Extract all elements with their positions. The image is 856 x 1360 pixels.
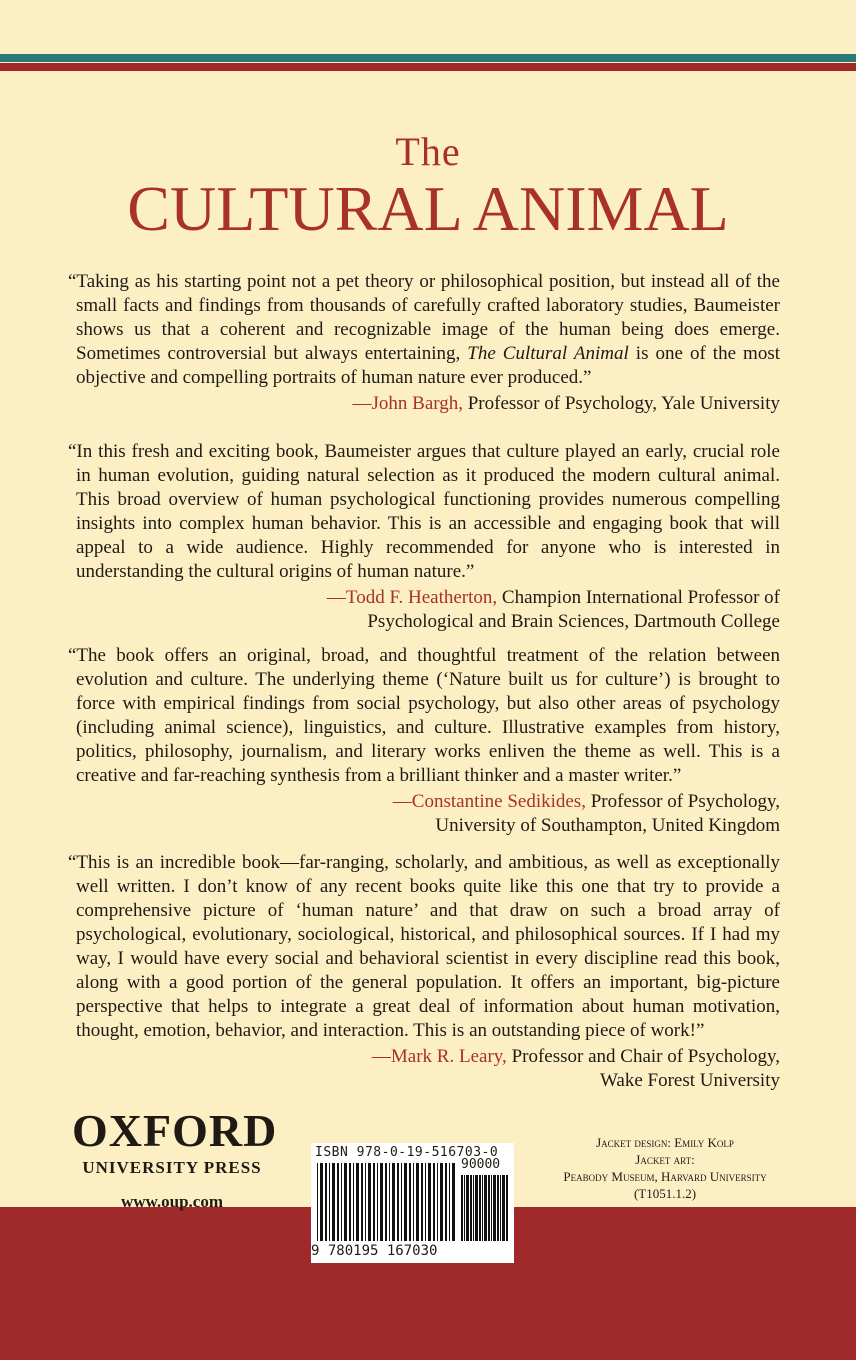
author-name: —Constantine Sedikides, xyxy=(392,791,586,812)
quote-block-2 xyxy=(68,440,780,634)
author-name: —Todd F. Heatherton, xyxy=(326,587,498,608)
quote-attribution xyxy=(76,1045,780,1093)
top-teal-stripe xyxy=(0,54,856,62)
barcode-addon-number: 90000 xyxy=(461,1157,501,1172)
author-affiliation-line2: Wake Forest University xyxy=(600,1070,780,1091)
jacket-credits xyxy=(540,1134,790,1202)
author-name: —Mark R. Leary, xyxy=(371,1046,507,1067)
quote-attribution xyxy=(76,790,780,838)
quote-text: “The book offers an original, broad, and thoughtful treatment of the relation between evolution and culture. The underlying theme (‘Nature built us for culture’) is brought to force with empirical findings from social psychology, but also other areas of psychology (including animal science), linguistics, and culture. Illustrative examples from history, politics, philosophy, journalism, and literary works enliven the theme as well. This is a creative and far-reaching synthesis from a brilliant thinker and a master writer.” xyxy=(68,645,780,786)
title-the: The xyxy=(395,129,461,174)
publisher-url: www.oup.com xyxy=(120,1192,223,1211)
quote-text: “Taking as his starting point not a pet theory or philosophical position, but instead all of the small facts and findings from thousands of carefully crafted laboratory studies, Baumeister shows us that a coherent and recognizable image of the human being does emerge. Sometimes controversial but always entertaining, The Cultural Animal is one of the most objective and compelling portraits of human nature ever produced.” xyxy=(68,271,780,388)
barcode-number: 9 780195 167030 xyxy=(311,1243,438,1259)
quote-block-4 xyxy=(68,851,780,1093)
author-affiliation-line2: University of Southampton, United Kingdom xyxy=(435,815,780,836)
author-name: —John Bargh, xyxy=(352,393,463,414)
author-affiliation: Professor of Psychology, xyxy=(585,791,780,812)
barcode-bars xyxy=(317,1163,455,1241)
author-affiliation: Professor of Psychology, Yale University xyxy=(462,393,780,414)
jacket-art-label: Jacket art: xyxy=(635,1152,695,1167)
top-red-stripe xyxy=(0,63,856,71)
quote-text: “In this fresh and exciting book, Baumeister argues that culture played an early, crucial role in human evolution, guiding natural selection as it produced the modern cultural animal. This broad overview of human psychological functioning provides numerous compelling insights into complex human behavior. This is an accessible and engaging book that will appeal to a wide audience. Highly recommended for anyone who is interested in understanding the cultural origins of human nature.” xyxy=(68,441,780,582)
jacket-design-credit: Jacket design: Emily Kolp xyxy=(596,1135,734,1150)
author-affiliation-line2: Psychological and Brain Sciences, Dartmouth College xyxy=(367,611,780,632)
barcode-addon-bars xyxy=(461,1175,509,1241)
barcode xyxy=(311,1143,514,1263)
jacket-art-id: (T1051.1.2) xyxy=(633,1186,697,1201)
author-affiliation: Professor and Chair of Psychology, xyxy=(506,1046,780,1067)
quote-attribution xyxy=(76,586,780,634)
quote-text: “This is an incredible book—far-ranging, scholarly, and ambitious, as well as exceptionally well written. I don’t know of any recent books quite like this one that try to provide a comprehensive picture of ‘human nature’ and that draw on such a broad array of psychological, evolutionary, sociological, historical, and philosophical sources. If I had my way, I would have every social and behavioral scientist in every discipline read this book, along with a good portion of the general population. It offers an important, big-picture perspective that helps to integrate a great deal of information about human motivation, thought, emotion, behavior, and interaction. This is an outstanding piece of work!” xyxy=(68,852,780,1041)
publisher-name: OXFORD xyxy=(72,1105,278,1156)
publisher-logo xyxy=(72,1105,278,1212)
publisher-press: UNIVERSITY PRESS xyxy=(82,1158,262,1177)
jacket-art-source: Peabody Museum, Harvard University xyxy=(563,1169,767,1184)
quote-attribution xyxy=(76,392,780,416)
quote-block-1 xyxy=(68,270,780,416)
quote-block-3 xyxy=(68,644,780,838)
author-affiliation: Champion International Professor of xyxy=(497,587,780,608)
isbn-label: ISBN 978-0-19-516703-0 xyxy=(315,1145,499,1160)
title-main: CULTURAL ANIMAL xyxy=(127,173,729,244)
